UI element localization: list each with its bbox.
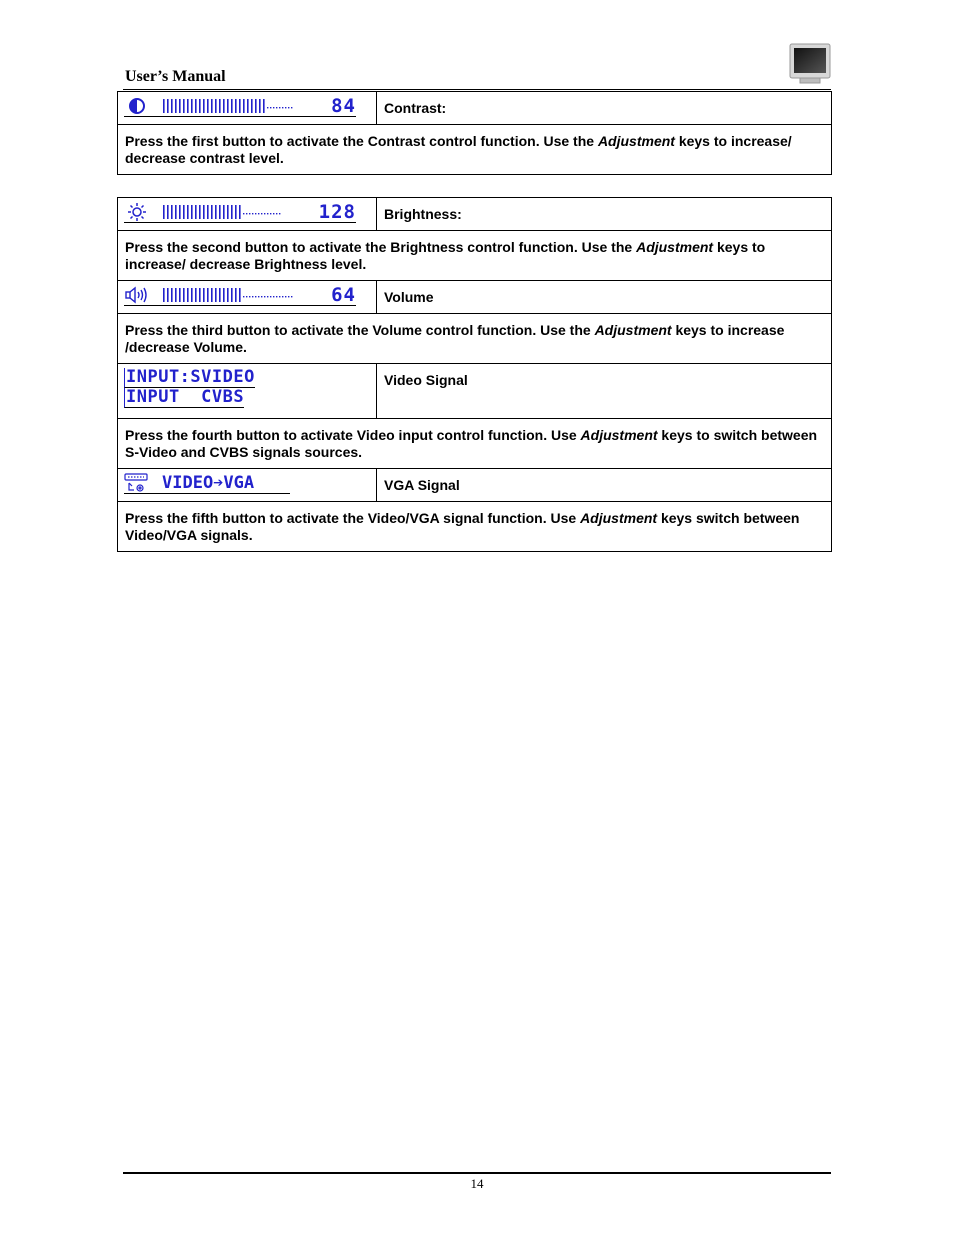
footer-divider	[123, 1172, 831, 1174]
page-number: 14	[470, 1176, 484, 1191]
brightness-osd-cell	[118, 198, 377, 231]
brightness-value: 128	[318, 201, 356, 223]
brightness-osd-bar	[124, 202, 356, 223]
contrast-description: Press the first button to activate the Contrast control function. Use the Adjustment keys to increase/ decrease contrast level.	[118, 125, 832, 175]
speaker-icon	[125, 286, 149, 304]
vga-source-icon	[124, 473, 150, 493]
contrast-table	[117, 91, 832, 175]
contrast-value: 84	[331, 95, 356, 117]
volume-description: Press the third button to activate the Volume control function. Use the Adjustment keys to increase /decrease Volume.	[118, 314, 832, 364]
contrast-icon	[125, 97, 149, 115]
contrast-osd-bar	[124, 96, 356, 117]
monitor-icon	[788, 42, 834, 86]
brightness-level-ticks	[163, 205, 293, 219]
video-input-line-2: INPUT CVBS	[126, 387, 245, 407]
volume-level-ticks	[163, 288, 308, 302]
video-signal-label: Video Signal	[377, 364, 832, 419]
volume-label: Volume	[377, 281, 832, 314]
volume-value: 64	[331, 284, 356, 306]
contrast-osd-cell	[118, 92, 377, 125]
volume-osd-bar	[124, 285, 356, 306]
contrast-label: Contrast:	[377, 92, 832, 125]
brightness-label: Brightness:	[377, 198, 832, 231]
video-signal-description: Press the fourth button to activate Video input control function. Use Adjustment keys to switch between S-Video and CVBS signals sources.	[118, 419, 832, 469]
vga-osd-text: VIDEO➔VGA	[162, 473, 255, 493]
vga-signal-osd-cell	[118, 469, 377, 502]
vga-signal-description: Press the fifth button to activate the Video/VGA signal function. Use Adjustment keys switch between Video/VGA signals.	[118, 502, 832, 552]
brightness-icon	[125, 203, 149, 221]
video-signal-osd-cell	[118, 364, 377, 419]
vga-signal-label: VGA Signal	[377, 469, 832, 502]
manual-title: User’s Manual	[125, 68, 226, 85]
header-divider	[123, 89, 831, 90]
vga-osd-bar	[124, 473, 290, 494]
volume-osd-cell	[118, 281, 377, 314]
contrast-level-ticks	[163, 99, 293, 113]
controls-table	[117, 197, 832, 552]
video-input-line-1: INPUT:SVIDEO	[126, 367, 255, 387]
brightness-description: Press the second button to activate the Brightness control function. Use the Adjustment keys to increase/ decrease Brightness level.	[118, 231, 832, 281]
